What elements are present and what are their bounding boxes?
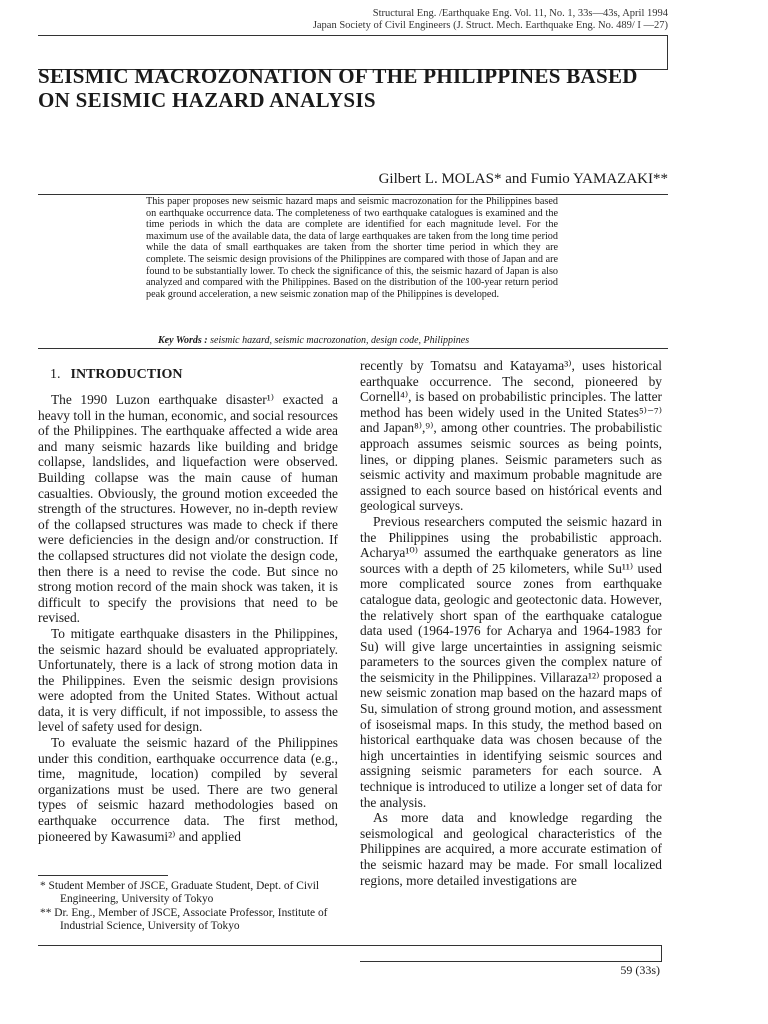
footnote-rule	[38, 875, 168, 876]
paragraph: recently by Tomatsu and Katayama³⁾, uses historical earthquake occurrence. The second, pioneered by Cornell⁴⁾, is based on probabilistic principles. The latter method has been widely used in the United States⁵⁾⁻⁷⁾ and Japan⁸⁾,⁹⁾, among other countries. The probabilistic approach assumes seismic sources as being points, lines, or dipping planes. Seismic parameters such as seismic activity and maximum probable magnitude are assigned to each source based on histórical events and geological surveys.	[360, 358, 662, 514]
paper-title: SEISMIC MACROZONATION OF THE PHILIPPINES BASED ON SEISMIC HAZARD ANALYSIS	[38, 64, 638, 112]
section-title: INTRODUCTION	[70, 367, 183, 382]
paragraph: Previous researchers computed the seismic hazard in the Philippines using the probabilistic approach. Acharya¹⁰⁾ assumed the earthquake generators as line sources with a depth of 25 kilometers, while Su¹¹⁾ used more complicated source zones from earthquake catalogue data, geologic and geotectonic data. However, the relatively short span of the earthquake catalogue data used (1964-1976 for Acharya and 1964-1983 for Su) will give large uncertainties in assigning seismic parameters to the sources given the complex nature of the seismicity in the Philippines. Villaraza¹²⁾ proposed a new seismic zonation map based on the hazard maps of Su, simulation of strong ground motion, and assessment of isoseismal maps. In this study, the method based on historical earthquake data was chosen because of the high uncertainties in identifying seismic sources and assigning seismic parameters for each source. A technique is introduced to utilize a longer set of data for the analysis.	[360, 513, 662, 810]
left-column	[38, 358, 338, 844]
abstract-rule-bottom	[38, 348, 668, 349]
keywords-text: seismic hazard, seismic macrozonation, design code, Philippines	[210, 335, 470, 346]
footnote: * Student Member of JSCE, Graduate Student, Dept. of Civil Engineering, University of Tokyo	[40, 880, 320, 906]
section-heading	[50, 366, 338, 384]
footnotes	[40, 880, 340, 934]
journal-society: Japan Society of Civil Engineers (J. Struct. Mech. Earthquake Eng. No. 489/ I —27)	[312, 20, 668, 31]
paragraph: The 1990 Luzon earthquake disaster¹⁾ exacted a heavy toll in the human, economic, and social resources of the Philippines. The earthquake affected a wide area and many seismic hazards like building and bridge collapse, landslides, and liquefaction were observed. Building collapse was the main cause of human casualties. Obviously, the ground motion exceeded the strength of the structures. However, no in-depth review of the collapsed structures was made to check if there were deficiencies in the design and/or construction. If the collapsed structures did not violate the design code, then there is a need to revise the code. But since no strong motion record of the main shock was taken, it is difficult to specify the provisions that need to be revised.	[38, 392, 338, 626]
journal-citation: Structural Eng. /Earthquake Eng. Vol. 11, No. 1, 33s—43s, April 1994	[372, 8, 668, 19]
keywords-label: Key Words :	[158, 335, 208, 346]
paragraph: To mitigate earthquake disasters in the Philippines, the seismic hazard should be evaluated appropriately. Unfortunately, there is a lack of strong motion data in the Philippines. Even the seismic design provisions were adopted from the United States. Without actual data, it is very difficult, if not impossible, to assess the level of safety used for design.	[38, 625, 338, 735]
abstract: This paper proposes new seismic hazard maps and seismic macrozonation for the Philippines based on earthquake occurrence data. The completeness of two earthquake catalogues is examined and the time periods in which the data are complete are identified for each magnitude level. For the maximum use of the available data, the data of large earthquakes are taken from the long time period while the data of small earthquakes are taken from the shorter time period in which they are complete. The seismic design provisions of the Philippines are compared with those of Japan and are found to be substantially lower. To check the significance of this, the seismic hazard of Japan is also analyzed and compared with the Philippines. Based on the distribution of the 100-year return period peak ground acceleration, a new seismic zonation map of the Philippines is developed.	[146, 196, 558, 300]
right-column	[360, 358, 662, 888]
paper-authors: Gilbert L. MOLAS* and Fumio YAMAZAKI**	[378, 171, 668, 187]
footer-rule-tick	[661, 945, 662, 961]
header-rule	[38, 35, 668, 36]
abstract-rule-top	[38, 194, 668, 195]
section-number: 1.	[50, 367, 61, 382]
paragraph: To evaluate the seismic hazard of the Philippines under this condition, earthquake occurrence data (e.g., time, magnitude, location) compiled by several organizations must be used. There are two general types of seismic hazard methodologies based on earthquake occurrence data. The first method, pioneered by Kawasumi²⁾ and applied	[38, 735, 338, 844]
footer-rule	[38, 945, 662, 946]
page-number: 59 (33s)	[620, 963, 660, 977]
footnote: ** Dr. Eng., Member of JSCE, Associate Professor, Institute of Industrial Science, University of Tokyo	[40, 906, 328, 933]
journal-header	[248, 8, 668, 32]
keywords	[146, 335, 566, 347]
paragraph: As more data and knowledge regarding the seismological and geological characteristics of the Philippines are acquired, a more accurate estimation of the seismic hazard may be made. For small localized regions, more detailed investigations are	[360, 810, 662, 888]
footer-rule-lower	[360, 961, 662, 962]
